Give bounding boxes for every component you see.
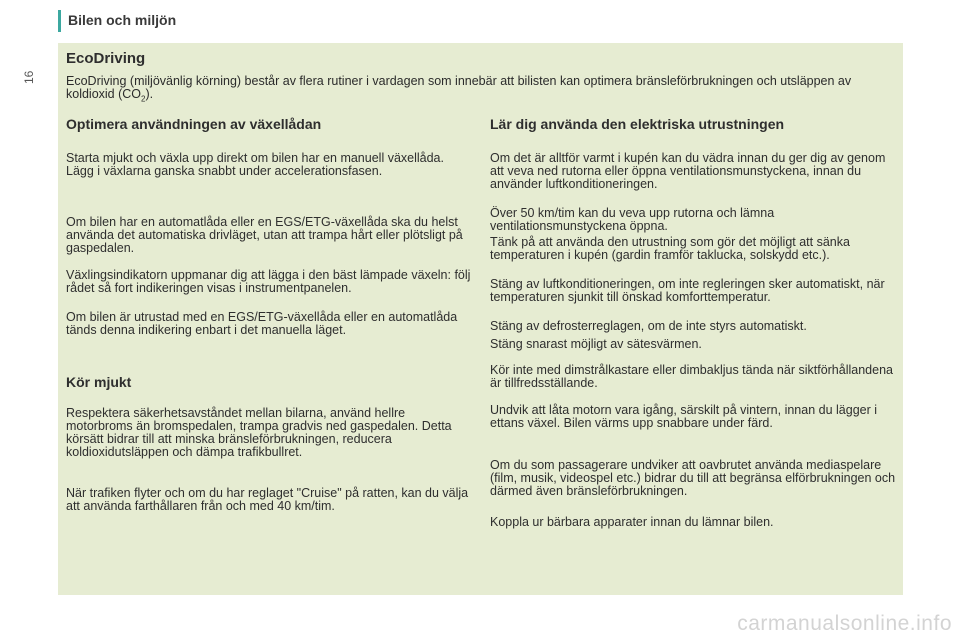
- right-paragraph-1: Om det är alltför varmt i kupén kan du vädra innan du ger dig av genom att veva ned rutorna eller öppna ventilationsmunstyckena, innan du använder luftkonditioneringen.: [490, 151, 886, 191]
- watermark-text: carmanualsonline.info: [737, 612, 952, 635]
- left-paragraph-3: Växlingsindikatorn uppmanar dig att lägga i den bäst lämpade växeln: följ rådet så fort indikeringen visas i instrumentpanelen.: [66, 268, 471, 295]
- header-accent-bar: [58, 10, 61, 32]
- right-paragraph-3: Tänk på att använda den utrustning som gör det möjligt att sänka temperaturen i kupén (gardin framför taklucka, solskydd etc.).: [490, 235, 850, 262]
- left-paragraph-6: När trafiken flyter och om du har reglaget "Cruise" på ratten, kan du välja att använda farthållaren från och med 40 km/tim.: [66, 486, 469, 513]
- right-paragraph-5: Stäng av defrosterreglagen, om de inte styrs automatiskt.: [490, 319, 807, 333]
- page-number: 16: [22, 70, 36, 84]
- intro-subscript: 2: [141, 94, 146, 104]
- left-paragraph-2: Om bilen har en automatlåda eller en EGS/ETG-växellåda ska du helst använda det automatiska drivläget, utan att trampa hårt eller plötsligt på gaspedalen.: [66, 215, 463, 255]
- heading-drive-smooth: Kör mjukt: [66, 374, 132, 390]
- right-paragraph-9: Om du som passagerare undviker att oavbrutet använda mediaspelare (film, musik, videospel etc.) bidrar du till att begränsa elförbrukningen och därmed även bränsleförbrukningen.: [490, 458, 896, 498]
- section-header: Bilen och miljön: [68, 12, 177, 28]
- heading-gearbox: Optimera användningen av växellådan: [66, 116, 322, 132]
- right-paragraph-8: Undvik att låta motorn vara igång, särskilt på vintern, innan du lägger i ettans växel. Bilen värms upp snabbare under färd.: [490, 403, 878, 430]
- left-paragraph-5: Respektera säkerhetsavståndet mellan bilarna, använd hellre motorbroms än bromspedalen, trampa gradvis ned gaspedalen. Detta körsätt bidrar till att minska bränsleförbrukningen, reducera koldioxidutsläppen och dämpa trafikbullret.: [66, 406, 452, 459]
- right-paragraph-4: Stäng av luftkonditioneringen, om inte regleringen sker automatiskt, när temperaturen sjunkit till önskad komforttemperatur.: [490, 277, 885, 304]
- right-paragraph-6: Stäng snarast möjligt av sätesvärmen.: [490, 337, 702, 351]
- page-title: EcoDriving: [66, 50, 146, 67]
- intro-paragraph: [66, 75, 896, 106]
- right-paragraph-10: Koppla ur bärbara apparater innan du lämnar bilen.: [490, 515, 774, 529]
- intro-text-end: ).: [145, 87, 154, 101]
- right-paragraph-7: Kör inte med dimstrålkastare eller dimbakljus tända när siktförhållandena är tillfredsställande.: [490, 363, 893, 390]
- left-paragraph-4: Om bilen är utrustad med en EGS/ETG-växellåda eller en automatlåda tänds denna indikering enbart i det manuella läget.: [66, 310, 458, 337]
- left-paragraph-1: Starta mjukt och växla upp direkt om bilen har en manuell växellåda. Lägg i växlarna ganska snabbt under accelerationsfasen.: [66, 151, 444, 178]
- intro-text: EcoDriving (miljövänlig körning) består av flera rutiner i vardagen som innebär att bilisten kan optimera bränsleförbrukningen och utsläppen av koldioxid (CO: [66, 74, 852, 101]
- right-paragraph-2: Över 50 km/tim kan du veva upp rutorna och lämna ventilationsmunstyckena öppna.: [490, 206, 775, 233]
- heading-electrical: Lär dig använda den elektriska utrustningen: [490, 116, 785, 132]
